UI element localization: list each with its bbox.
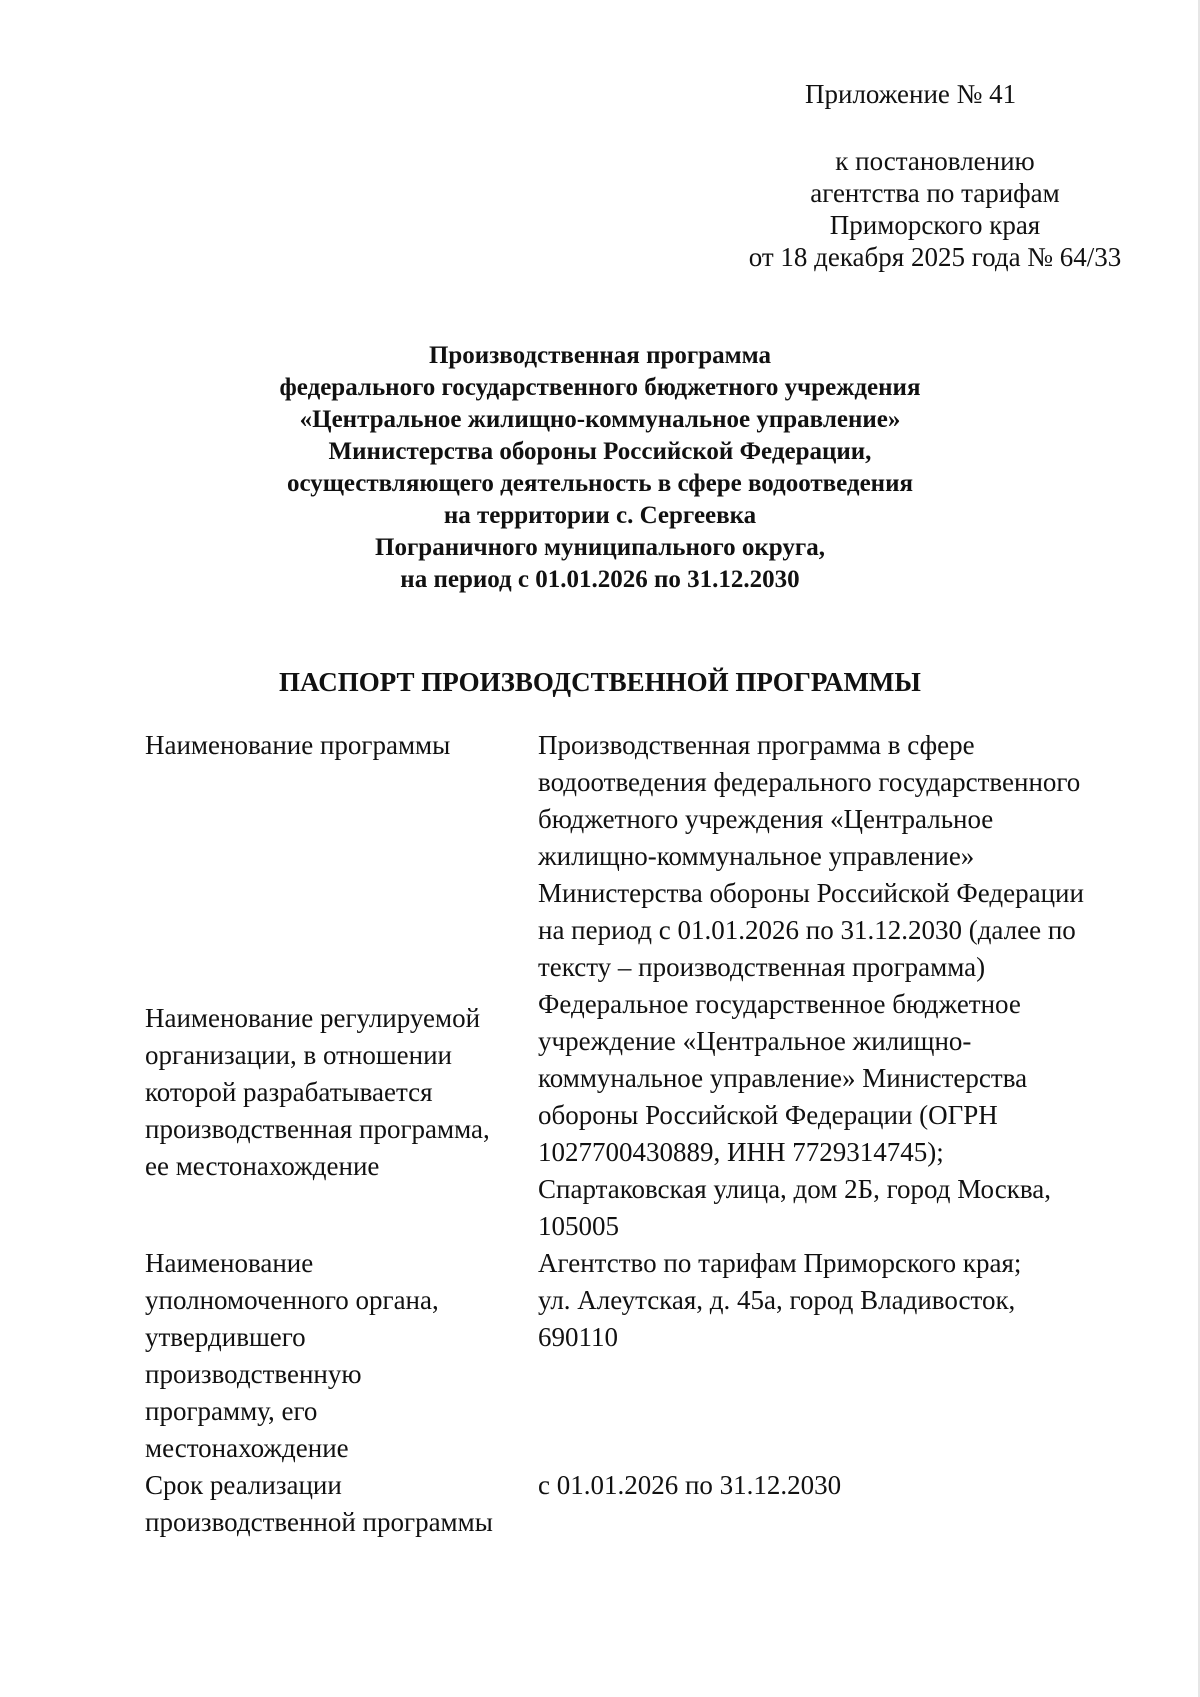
program-title-line: Министерства обороны Российской Федерации, (328, 438, 872, 465)
value-line: учреждение «Центральное жилищно- (538, 1026, 972, 1056)
value-line: Министерства обороны Российской Федерации (538, 878, 1084, 908)
program-title (120, 340, 1080, 596)
passport-row-program-name (145, 727, 1125, 986)
passport-label (145, 727, 538, 986)
value-line: Федеральное государственное бюджетное (538, 989, 1021, 1019)
decree-line: к постановлению (835, 146, 1035, 176)
decree-reference (700, 145, 1170, 273)
passport-row-organization (145, 986, 1125, 1245)
label-line: Срок реализации (145, 1470, 342, 1500)
label-line: производственной программы (145, 1507, 493, 1537)
value-line: 690110 (538, 1322, 618, 1352)
decree-line: Приморского края (829, 210, 1041, 240)
label-line: организации, в отношении (145, 1040, 452, 1070)
passport-table (145, 727, 1125, 1541)
passport-value (538, 1245, 1125, 1467)
program-title-line: осуществляющего деятельность в сфере водоотведения (286, 470, 913, 497)
passport-value (538, 1467, 1125, 1541)
label-line: производственную (145, 1359, 362, 1389)
value-line: бюджетного учреждения «Центральное (538, 804, 994, 834)
value-line: на период с 01.01.2026 по 31.12.2030 (далее по (538, 915, 1076, 945)
passport-row-authority (145, 1245, 1125, 1467)
label-line: Наименование (145, 1248, 314, 1278)
passport-label (145, 1467, 538, 1541)
label-line: Наименование регулируемой (145, 1003, 481, 1033)
program-title-line: федерального государственного бюджетного учреждения (279, 374, 921, 401)
program-title-line: Пограничного муниципального округа, (375, 534, 825, 561)
passport-heading: ПАСПОРТ ПРОИЗВОДСТВЕННОЙ ПРОГРАММЫ (279, 667, 921, 697)
passport-value (538, 986, 1125, 1245)
annex-title: Приложение № 41 (805, 79, 1017, 109)
label-line: программу, его (145, 1396, 318, 1426)
value-line: Производственная программа в сфере (538, 730, 975, 760)
value-line: 105005 (538, 1211, 619, 1241)
passport-label (145, 986, 538, 1245)
label-line: утвердившего (145, 1322, 306, 1352)
label-line: ее местонахождение (145, 1151, 380, 1181)
value-line: коммунальное управление» Министерства (538, 1063, 1028, 1093)
value-line: 1027700430889, ИНН 7729314745); (538, 1137, 944, 1167)
label-line: производственная программа, (145, 1114, 490, 1144)
value-line: обороны Российской Федерации (ОГРН (538, 1100, 998, 1130)
value-line: водоотведения федерального государственного (538, 767, 1081, 797)
decree-line: от 18 декабря 2025 года № 64/33 (748, 242, 1122, 272)
passport-row-period (145, 1467, 1125, 1541)
passport-label (145, 1245, 538, 1467)
value-line: тексту – производственная программа) (538, 952, 986, 982)
label-line: которой разрабатывается (145, 1077, 433, 1107)
label-line: уполномоченного органа, (145, 1285, 439, 1315)
passport-value (538, 727, 1125, 986)
program-title-line: Производственная программа (428, 342, 772, 369)
program-title-line: «Центральное жилищно-коммунальное управление» (299, 406, 901, 433)
value-line: ул. Алеутская, д. 45а, город Владивосток, (538, 1285, 1016, 1315)
value-line: Спартаковская улица, дом 2Б, город Москва, (538, 1174, 1051, 1204)
value-line: с 01.01.2026 по 31.12.2030 (538, 1470, 842, 1500)
value-line: жилищно-коммунальное управление» (538, 841, 975, 871)
label-line: местонахождение (145, 1433, 349, 1463)
program-title-line: на территории с. Сергеевка (443, 502, 757, 529)
label-line: Наименование программы (145, 730, 451, 760)
program-title-line: на период с 01.01.2026 по 31.12.2030 (400, 566, 800, 593)
value-line: Агентство по тарифам Приморского края; (538, 1248, 1022, 1278)
decree-line: агентства по тарифам (810, 178, 1060, 208)
